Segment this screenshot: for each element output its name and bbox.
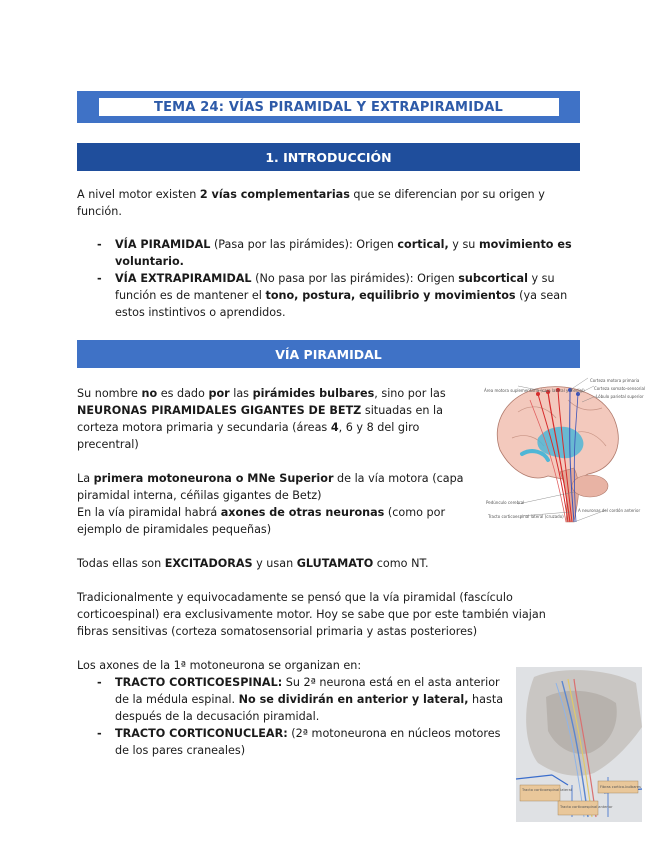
photo-label: Tracto corticoespinal lateral xyxy=(522,788,572,792)
figure-label: Lóbulo parietal superior xyxy=(596,394,644,399)
title-banner xyxy=(77,91,580,123)
dissection-photo xyxy=(516,667,642,822)
figure-label: Área motora suplementaria (cara lateral y medial) xyxy=(484,388,585,393)
list-item-tracto-corticonuclear: - TRACTO CORTICONUCLEAR: (2ª motoneurona en núcleos motores de los pares craneales) xyxy=(77,725,517,759)
photo-label: Tracto corticoespinal anterior xyxy=(560,805,613,809)
section-heading-via-piramidal: VÍA PIRAMIDAL xyxy=(77,340,580,368)
figure-label: A neuronas del cordón anterior xyxy=(578,508,641,513)
vias-list xyxy=(77,236,580,321)
figure-label: Tracto corticoespinal lateral (cruzado) xyxy=(488,514,564,519)
list-item-via-extrapiramidal: - VÍA EXTRAPIRAMIDAL (No pasa por las pirámides): Origen subcortical y su función es de mantener el tono, postura, equilibrio y movimientos (ya sean estos instintivos o aprendidos. xyxy=(77,270,580,321)
figure-label: Corteza somato-sensorial xyxy=(594,386,646,391)
photo-label: Fibras cortico-bulbares xyxy=(600,785,641,789)
dissection-photo-figure xyxy=(516,667,642,822)
tradicional-paragraph: Tradicionalmente y equivocadamente se pensó que la vía piramidal (fascículo corticoespinal) era exclusivamente motor. Hoy se sabe que por este también viajan fibras sensitivas (corteza somatosensorial primaria y astas posteriores) xyxy=(77,591,546,638)
list-item-tracto-corticoespinal: - TRACTO CORTICOESPINAL: Su 2ª neurona está en el asta anterior de la médula espinal. No se dividirán en anterior y lateral, hasta después de la decusación piramidal. xyxy=(77,674,517,725)
section-heading-introduccion: 1. INTRODUCCIÓN xyxy=(77,143,580,171)
brain-pathway-figure xyxy=(478,372,646,534)
figure-label: Corteza motora primaria xyxy=(590,378,640,383)
excitadoras-paragraph: Todas ellas son EXCITADORAS y usan GLUTAMATO como NT. xyxy=(77,557,429,570)
page-title: TEMA 24: VÍAS PIRAMIDAL Y EXTRAPIRAMIDAL xyxy=(99,98,559,116)
intro-paragraph: A nivel motor existen 2 vías complementarias que se diferencian por su origen y función. xyxy=(77,188,545,218)
list-item-via-piramidal: - VÍA PIRAMIDAL (Pasa por las pirámides): Origen cortical, y su movimiento es voluntario. xyxy=(77,236,580,270)
axones-paragraph: Los axones de la 1ª motoneurona se organizan en: - TRACTO CORTICOESPINAL: Su 2ª neurona está en el asta anterior de la médula espinal. No se dividirán en anterior y lateral, hasta después de la decusación piramidal. - TRACTO CORTICONUCLEAR: (2ª motoneurona en núcleos motores de los pares craneales) xyxy=(77,657,517,759)
betz-paragraph: Su nombre no es dado por las pirámides bulbares, sino por las NEURONAS PIRAMIDALES GIGANTES DE BETZ situadas en la corteza motora primaria y secundaria (áreas 4, 6 y 8 del giro precentral) xyxy=(77,387,446,451)
figure-label: Pedúnculo cerebral xyxy=(486,500,525,505)
motoneurona-paragraph: La primera motoneurona o MNe Superior de la vía motora (capa piramidal interna, céñilas gigantes de Betz) En la vía piramidal habrá axones de otras neuronas (como por ejemplo de piramidales pequeñas) xyxy=(77,472,464,536)
